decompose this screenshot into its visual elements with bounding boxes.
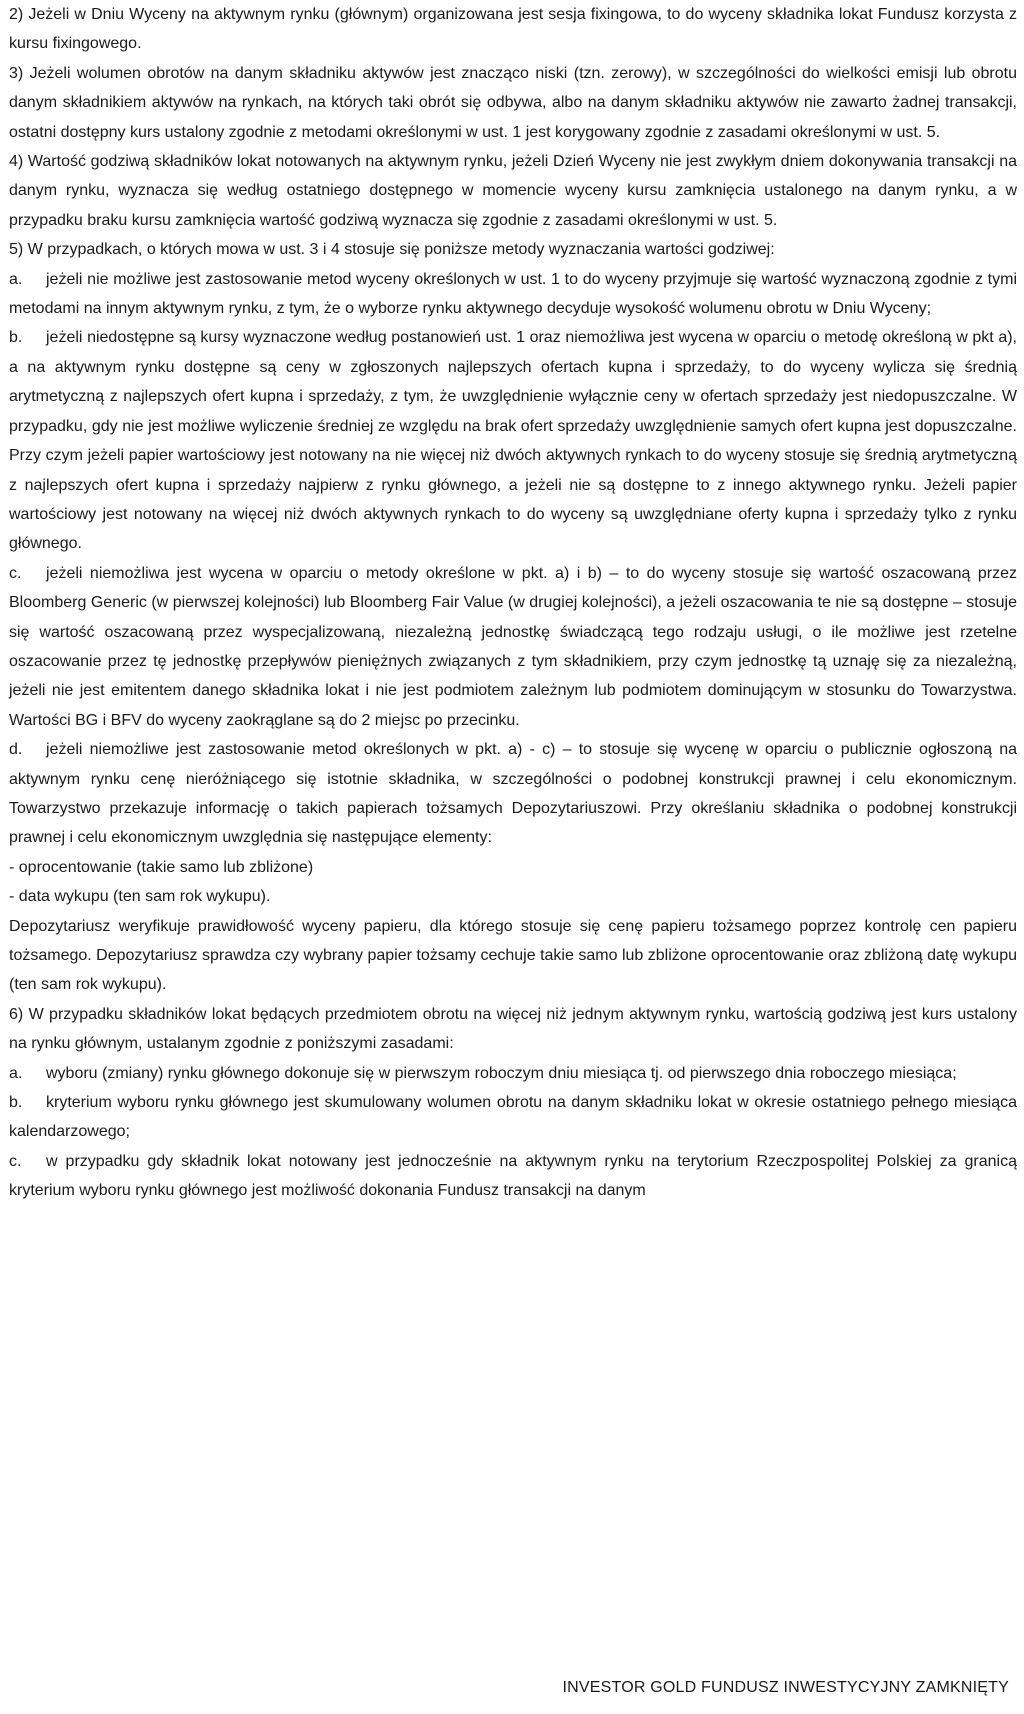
list-item-6b [9,1088,1017,1147]
paragraph-6: 6) W przypadku składników lokat będących przedmiotem obrotu na więcej niż jednym aktywnym rynku, wartością godziwą jest kurs ustalony na rynku głównym, ustalanym zgodnie z poniższymi zasadami: [9,1005,1017,1053]
list-item-text: kryterium wyboru rynku głównego jest skumulowany wolumen obrotu na danym składniku lokat w okresie ostatniego pełnego miesiąca kalendarzowego; [9,1094,1017,1141]
list-item-text: jeżeli niedostępne są kursy wyznaczone według postanowień ust. 1 oraz niemożliwa jest wycena w oparciu o metodę określoną w pkt a), a na aktywnym rynku dostępne są ceny w zgłoszonych najlepszych ofertach kupna i sprzedaży, to do wyceny wylicza się średnią arytmetyczną z najlepszych ofert kupna i sprzedaży, z tym, że uwzględnienie wyłącznie ceny w ofertach sprzedaży jest niedopuszczalne. W przypadku, gdy nie jest możliwe wyliczenie średniej ze względu na brak ofert sprzedaży uwzględnienie samych ofert kupna jest dopuszczalne. Przy czym jeżeli papier wartościowy jest notowany na nie więcej niż dwóch aktywnych rynkach to do wyceny stosuje się średnią arytmetyczną z najlepszych ofert kupna i sprzedaży najpierw z rynku głównego, a jeżeli nie są dostępne to z innego aktywnego rynku. Jeżeli papier wartościowy jest notowany na więcej niż dwóch aktywnych rynkach to do wyceny są uwzględniane oferty kupna i sprzedaży tylko z rynku głównego. [9,329,1017,553]
paragraph-3: 3) Jeżeli wolumen obrotów na danym składniku aktywów jest znacząco niski (tzn. zerowy), w szczególności do wielkości emisji lub obrotu danym składnikiem aktywów na rynkach, na których taki obrót się odbywa, albo na danym składniku aktywów nie zawarto żadnej transakcji, ostatni dostępny kurs ustalony zgodnie z metodami określonymi w ust. 1 jest korygowany zgodnie z zasadami określonymi w ust. 5. [9,64,1017,141]
list-item-5b [9,323,1017,558]
list-item-label: a. [9,270,23,288]
list-item-6a [9,1059,1017,1088]
bullet-maturity: - data wykupu (ten sam rok wykupu). [9,888,271,906]
paragraph-depositary: Depozytariusz weryfikuje prawidłowość wyceny papieru, dla którego stosuje się cenę papieru tożsamego poprzez kontrolę cen papieru tożsamego. Depozytariusz sprawdza czy wybrany papier tożsamy cechuje takie samo lub zbliżone oprocentowanie oraz zbliżoną datę wykupu (ten sam rok wykupu). [9,917,1017,994]
list-item-label: c. [9,564,22,582]
list-item-text: jeżeli nie możliwe jest zastosowanie metod wyceny określonych w ust. 1 to do wyceny przyjmuje się wartość wyznaczoną zgodnie z tymi metodami na innym aktywnym rynku, z tym, że o wyborze rynku aktywnego decyduje wysokość wolumenu obrotu w Dniu Wyceny; [9,270,1017,318]
list-item-label: b. [9,329,23,347]
paragraph-4: 4) Wartość godziwą składników lokat notowanych na aktywnym rynku, jeżeli Dzień Wyceny nie jest zwykłym dniem dokonywania transakcji na danym rynku, wyznacza się według ostatniego dostępnego w momencie wyceny kursu zamknięcia ustalonego na danym rynku, a w przypadku braku kursu zamknięcia wartość godziwą wyznacza się zgodnie z zasadami określonymi w ust. 5. [9,153,1017,229]
list-item-text: w przypadku gdy składnik lokat notowany jest jednocześnie na aktywnym rynku na terytorium Rzeczpospolitej Polskiej za granicą kryterium wyboru rynku głównego jest możliwość dokonania Fundusz transakcji na danym [9,1152,1017,1200]
list-item-5c [9,559,1017,735]
list-item-label: c. [9,1152,22,1170]
paragraph-5: 5) W przypadkach, o których mowa w ust. 3 i 4 stosuje się poniższe metody wyznaczania wartości godziwej: [9,241,775,259]
list-item-text: jeżeli niemożliwa jest wycena w oparciu o metody określone w pkt. a) i b) – to do wyceny stosuje się wartość oszacowaną przez Bloomberg Generic (w pierwszej kolejności) lub Bloomberg Fair Value (w drugiej kolejności), a jeżeli oszacowania te nie są dostępne – stosuje się wartość oszacowaną przez wyspecjalizowaną, niezależną jednostkę świadczącą tego rodzaju usługi, o ile możliwe jest rzetelne oszacowanie przez tę jednostkę przepływów pieniężnych związanych z tym składnikiem, przy czym jednostkę tą uznaję się za niezależną, jeżeli nie jest emitentem danego składnika lokat i nie jest podmiotem zależnym lub podmiotem dominującym w stosunku do Towarzystwa. Wartości BG i BFV do wyceny zaokrąglane są do 2 miejsc po przecinku. [9,564,1017,729]
list-item-label: b. [9,1094,23,1112]
list-item-6c [9,1147,1017,1206]
list-item-5d [9,735,1017,853]
footer-fund-name: INVESTOR GOLD FUNDUSZ INWESTYCYJNY ZAMKNIĘTY [562,1679,1009,1696]
list-item-5a [9,265,1017,324]
list-item-text: jeżeli niemożliwe jest zastosowanie metod określonych w pkt. a) - c) – to stosuje się wycenę w oparciu o publicznie ogłoszoną na aktywnym rynku cenę nieróżniącego się istotnie składnika, w szczególności o podobnej konstrukcji prawnej i celu ekonomicznym. Towarzystwo przekazuje informację o takich papierach tożsamych Depozytariuszowi. Przy określaniu składnika o podobnej konstrukcji prawnej i celu ekonomicznym uwzględnia się następujące elementy: [9,741,1017,847]
bullet-interest: - oprocentowanie (takie samo lub zbliżone) [9,858,314,876]
list-item-text: wyboru (zmiany) rynku głównego dokonuje się w pierwszym roboczym dniu miesiąca tj. od pierwszego dnia roboczego miesiąca; [46,1064,957,1082]
list-item-label: a. [9,1064,23,1082]
document-page [9,0,1017,1206]
paragraph-2: 2) Jeżeli w Dniu Wyceny na aktywnym rynku (głównym) organizowana jest sesja fixingowa, to do wyceny składnika lokat Fundusz korzysta z kursu fixingowego. [9,6,1017,53]
list-item-label: d. [9,741,23,759]
